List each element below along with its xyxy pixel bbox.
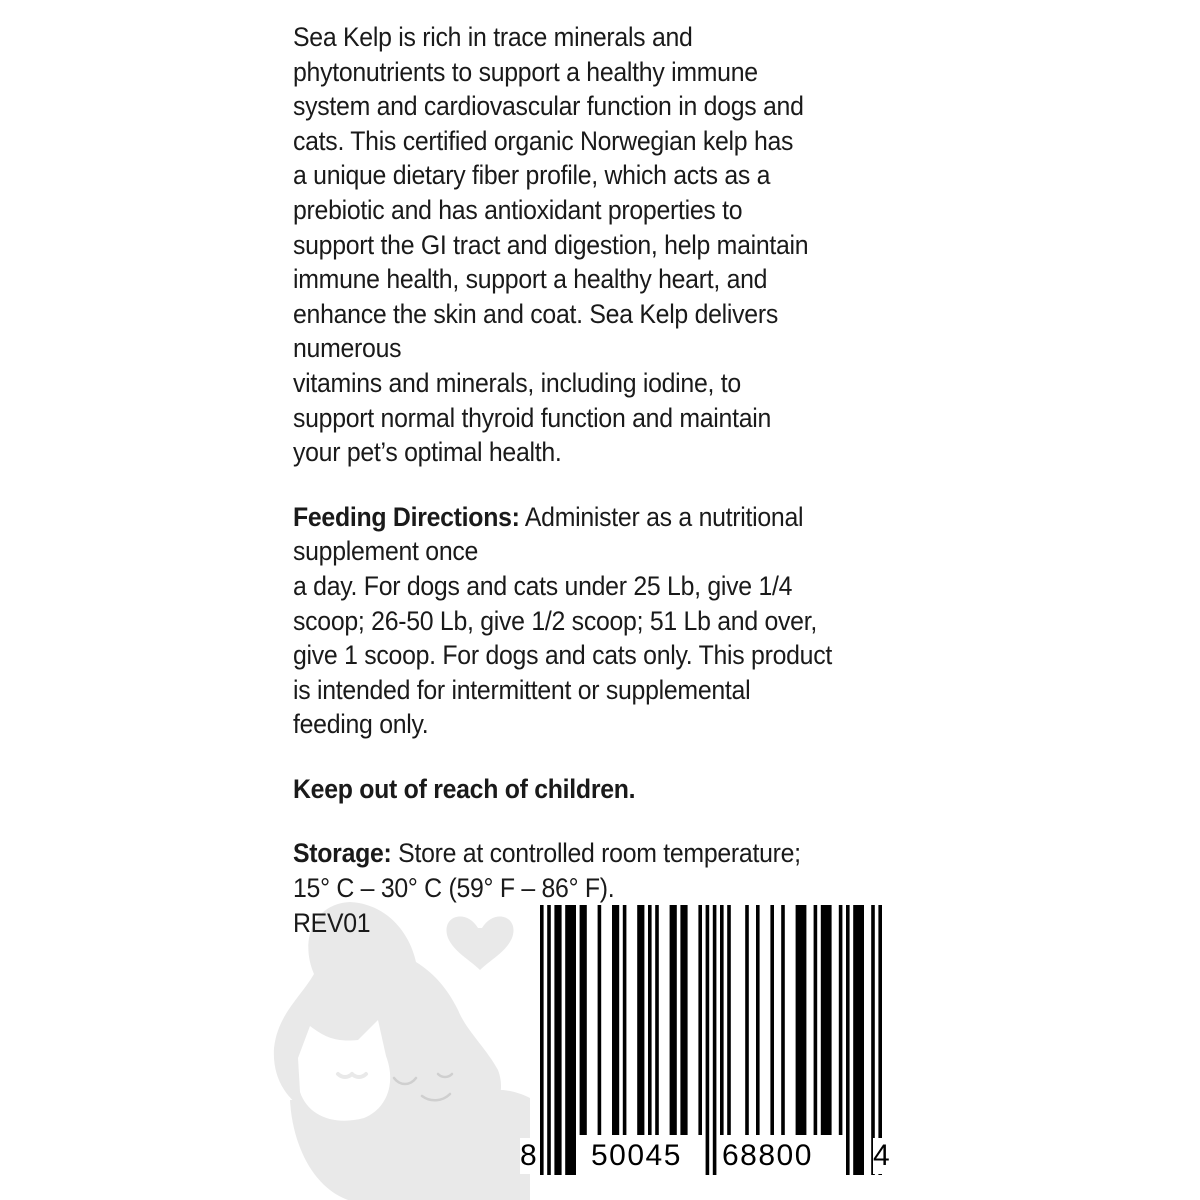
storage-temperature: 15° C – 30° C (59° F – 86° F). — [293, 873, 615, 904]
description-line: system and cardiovascular function in dogs and — [293, 91, 804, 122]
feeding-heading: Feeding Directions: — [293, 501, 520, 532]
barcode-bar — [770, 905, 774, 1135]
feeding-line: a day. For dogs and cats under 25 Lb, give 1/4 — [293, 570, 793, 601]
barcode-bar — [554, 905, 561, 1175]
barcode-bar — [648, 905, 652, 1135]
barcode-bar — [623, 905, 627, 1135]
barcode-bar — [839, 905, 843, 1135]
barcode-left-group: 50045 — [591, 1139, 682, 1172]
barcode-bar — [821, 905, 832, 1135]
barcode-bar — [580, 905, 587, 1135]
feeding-line: feeding only. — [293, 709, 429, 740]
description-line: cats. This certified organic Norwegian kelp has — [293, 125, 794, 156]
feeding-text: Administer as a nutritional — [519, 501, 804, 532]
barcode-check-digit: 4 — [873, 1139, 892, 1172]
barcode-bar — [745, 905, 749, 1135]
barcode-image — [515, 905, 905, 1180]
feeding-line: scoop; 26-50 Lb, give 1/2 scoop; 51 Lb and over, — [293, 605, 817, 636]
barcode-bar — [655, 905, 659, 1135]
storage-text: Store at controlled room temperature; — [391, 838, 801, 869]
barcode-bar — [814, 905, 818, 1135]
barcode-bar — [878, 905, 882, 1175]
feeding-line: supplement once — [293, 536, 479, 567]
barcode-bar — [756, 905, 760, 1135]
description-line: Sea Kelp is rich in trace minerals and — [293, 22, 693, 52]
barcode-bar — [598, 905, 602, 1135]
barcode-bar — [698, 905, 702, 1135]
description-line: numerous — [293, 333, 402, 364]
storage-line — [293, 836, 882, 871]
description-line: phytonutrients to support a healthy immune — [293, 56, 758, 87]
barcode-bar — [781, 905, 785, 1135]
barcode-bar — [637, 905, 644, 1135]
description-line: immune health, support a healthy heart, and — [293, 264, 768, 295]
product-description — [293, 20, 882, 470]
description-line: enhance the skin and coat. Sea Kelp delivers — [293, 298, 778, 329]
description-line: vitamins and minerals, including iodine, to — [293, 367, 741, 398]
barcode-bar — [720, 905, 724, 1135]
barcode-bar — [565, 905, 576, 1175]
barcode-number-system: 8 — [520, 1139, 539, 1172]
children-warning: Keep out of reach of children. — [293, 773, 636, 804]
barcode-bar — [727, 905, 731, 1135]
barcode-bar — [713, 905, 717, 1175]
barcode-right-group: 68800 — [722, 1139, 813, 1172]
barcode-bar — [670, 905, 677, 1135]
description-line: prebiotic and has antioxidant properties to — [293, 194, 743, 225]
barcode-bar — [680, 905, 687, 1135]
barcode-bar — [846, 905, 850, 1175]
barcode-bar — [871, 905, 875, 1175]
barcode-bar — [853, 905, 864, 1175]
description-line: a unique dietary fiber profile, which acts as a — [293, 160, 771, 191]
feeding-directions — [293, 500, 882, 742]
feeding-line — [293, 500, 882, 535]
feeding-line: give 1 scoop. For dogs and cats only. This product — [293, 640, 832, 671]
barcode-bar — [547, 905, 551, 1175]
barcode-bar — [540, 905, 544, 1175]
barcode-bar — [796, 905, 807, 1135]
feeding-line: is intended for intermittent or supplemental — [293, 674, 751, 705]
product-label-text — [293, 20, 882, 906]
description-line: support the GI tract and digestion, help maintain — [293, 229, 809, 260]
revision-code: REV01 — [293, 908, 371, 938]
storage-heading: Storage: — [293, 838, 392, 869]
description-line: your pet’s optimal health. — [293, 437, 562, 468]
barcode-bar — [706, 905, 710, 1175]
barcode-bar — [612, 905, 619, 1135]
description-line: support normal thyroid function and maintain — [293, 402, 772, 433]
